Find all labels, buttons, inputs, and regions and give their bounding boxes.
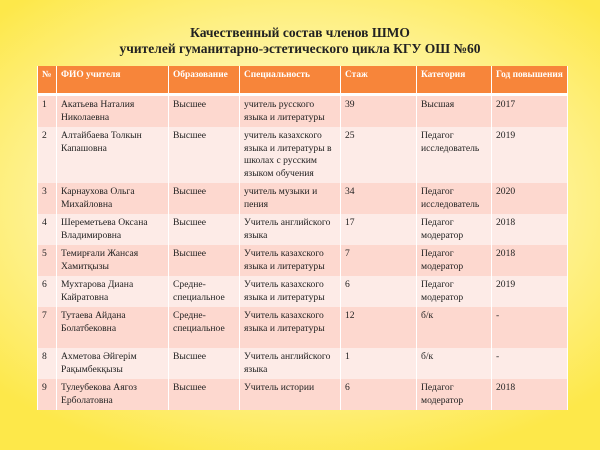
cell-specialty: Учитель английского языка [240, 348, 341, 379]
cell-experience: 34 [341, 183, 417, 214]
cell-number: 9 [38, 379, 57, 410]
cell-specialty: Учитель казахского языка и литературы [240, 276, 341, 307]
table-row [38, 276, 568, 307]
header-name: ФИО учителя [57, 66, 169, 95]
cell-category: Педагог модератор [417, 276, 492, 307]
cell-education: Высшее [169, 348, 240, 379]
cell-experience: 12 [341, 307, 417, 348]
cell-category: Педагог модератор [417, 245, 492, 276]
cell-specialty: учитель казахского языка и литературы в школах с русским языком обучения [240, 127, 341, 183]
cell-experience: 17 [341, 214, 417, 245]
cell-experience: 6 [341, 379, 417, 410]
cell-category: б/к [417, 348, 492, 379]
cell-number: 4 [38, 214, 57, 245]
cell-number: 8 [38, 348, 57, 379]
cell-number: 1 [38, 95, 57, 128]
table-row [38, 245, 568, 276]
header-specialty: Специальность [240, 66, 341, 95]
header-number: № [38, 66, 57, 95]
cell-number: 6 [38, 276, 57, 307]
cell-year: 2018 [492, 214, 568, 245]
cell-year: - [492, 348, 568, 379]
cell-specialty: Учитель английского языка [240, 214, 341, 245]
cell-name: Акатьева Наталия Николаевна [57, 95, 169, 128]
cell-category: б/к [417, 307, 492, 348]
cell-education: Высшее [169, 214, 240, 245]
cell-experience: 39 [341, 95, 417, 128]
cell-education: Высшее [169, 245, 240, 276]
title-line-2: учителей гуманитарно-эстетического цикла КГУ ОШ №60 [119, 41, 481, 56]
cell-specialty: Учитель истории [240, 379, 341, 410]
cell-name: Темирғали Жансая Хамитқызы [57, 245, 169, 276]
cell-experience: 25 [341, 127, 417, 183]
cell-education: Средне-специальное [169, 276, 240, 307]
cell-category: Педагог модератор [417, 214, 492, 245]
table-row [38, 95, 568, 128]
header-year: Год повышения [492, 66, 568, 95]
table-row [38, 379, 568, 410]
cell-name: Мухтарова Диана Кайратовна [57, 276, 169, 307]
table-row [38, 307, 568, 348]
cell-category: Педагог исследователь [417, 127, 492, 183]
header-education: Образование [169, 66, 240, 95]
cell-specialty: Учитель казахского языка и литературы [240, 307, 341, 348]
cell-number: 3 [38, 183, 57, 214]
cell-name: Шереметьева Оксана Владимировна [57, 214, 169, 245]
cell-name: Алтайбаева Толкын Капашовна [57, 127, 169, 183]
table-header-row [38, 66, 568, 95]
table-row [38, 214, 568, 245]
cell-education: Высшее [169, 183, 240, 214]
cell-education: Высшее [169, 379, 240, 410]
cell-category: Высшая [417, 95, 492, 128]
teachers-table [37, 66, 568, 410]
cell-year: - [492, 307, 568, 348]
cell-name: Ахметова Әйгерім Рақымбекқызы [57, 348, 169, 379]
cell-name: Карнаухова Ольга Михайловна [57, 183, 169, 214]
cell-education: Средне-специальное [169, 307, 240, 348]
cell-specialty: учитель музыки и пения [240, 183, 341, 214]
cell-education: Высшее [169, 95, 240, 128]
cell-number: 2 [38, 127, 57, 183]
cell-specialty: учитель русского языка и литературы [240, 95, 341, 128]
cell-year: 2019 [492, 276, 568, 307]
cell-year: 2019 [492, 127, 568, 183]
table-row [38, 127, 568, 183]
cell-category: Педагог модератор [417, 379, 492, 410]
cell-experience: 6 [341, 276, 417, 307]
cell-name: Тулеубекова Аягоз Ерболатовна [57, 379, 169, 410]
cell-year: 2018 [492, 245, 568, 276]
cell-name: Тутаева Айдана Болатбековна [57, 307, 169, 348]
cell-category: Педагог исследователь [417, 183, 492, 214]
cell-year: 2018 [492, 379, 568, 410]
title-line-1: Качественный состав членов ШМО [190, 25, 410, 40]
cell-number: 7 [38, 307, 57, 348]
cell-education: Высшее [169, 127, 240, 183]
table-row [38, 183, 568, 214]
cell-year: 2017 [492, 95, 568, 128]
cell-specialty: Учитель казахского языка и литературы [240, 245, 341, 276]
header-category: Категория [417, 66, 492, 95]
cell-experience: 1 [341, 348, 417, 379]
cell-experience: 7 [341, 245, 417, 276]
cell-year: 2020 [492, 183, 568, 214]
table-row [38, 348, 568, 379]
cell-number: 5 [38, 245, 57, 276]
header-experience: Стаж [341, 66, 417, 95]
